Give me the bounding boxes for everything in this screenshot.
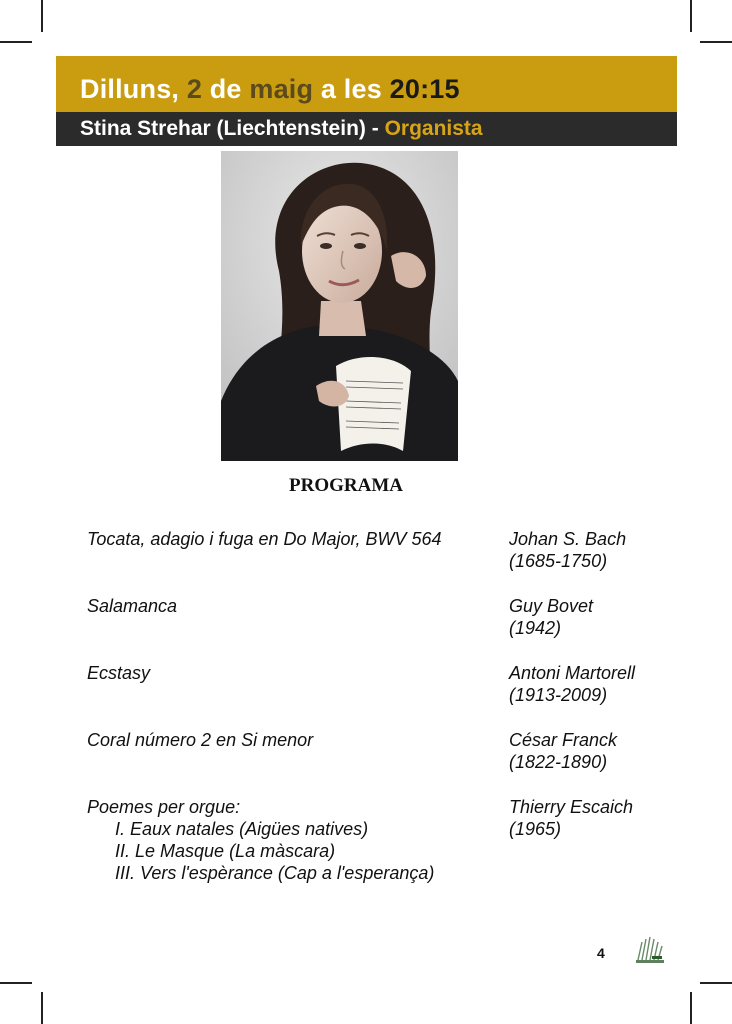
work-block [87,595,497,617]
crop-mark [690,0,692,32]
work-title: Tocata, adagio i fuga en Do Major, BWV 564 [87,529,442,549]
performer-line [80,117,483,141]
composer-name: Guy Bovet [509,596,594,616]
performer-photo [221,151,458,461]
work-title: Poemes per orgue: [87,797,241,817]
work-block [87,662,497,684]
composer-dates: (1965) [509,819,562,839]
work-title: Ecstasy [87,663,151,683]
crop-mark [690,992,692,1024]
date-line [80,74,460,105]
crop-mark [41,992,43,1024]
composer-block [509,796,699,840]
work-movement: I. Eaux natales (Aigües natives) [115,819,369,839]
program-item [87,729,687,796]
composer-dates: (1822-1890) [509,752,608,772]
composer-block [509,729,699,773]
month-label: maig [249,74,314,104]
work-title: Coral número 2 en Si menor [87,730,314,750]
date-de: de [209,74,242,104]
organ-logo-icon [632,934,666,966]
composer-name: Thierry Escaich [509,797,634,817]
program-item [87,528,687,595]
day-label: Dilluns, [80,74,180,104]
composer-dates: (1685-1750) [509,551,608,571]
crop-mark [41,0,43,32]
composer-block [509,662,699,706]
time-label: 20:15 [389,74,460,104]
composer-name: Antoni Martorell [509,663,636,683]
crop-mark [700,41,732,43]
program-item [87,662,687,729]
work-movement: II. Le Masque (La màscara) [115,841,336,861]
composer-dates: (1913-2009) [509,685,608,705]
performer-role: Organista [384,117,483,140]
composer-name: Johan S. Bach [509,529,627,549]
composer-name: César Franck [509,730,618,750]
crop-mark [0,982,32,984]
crop-mark [0,41,32,43]
program-item [87,595,687,662]
work-title: Salamanca [87,596,178,616]
program-item [87,796,687,883]
composer-block [509,528,699,572]
work-block [87,528,497,550]
crop-mark [700,982,732,984]
work-block [87,796,497,884]
date-number: 2 [186,74,203,104]
performer-name: Stina Strehar (Liechtenstein) - [80,117,379,140]
performer-header [56,112,677,146]
programa-title: PROGRAMA [289,475,403,496]
composer-dates: (1942) [509,618,562,638]
date-header [56,56,677,112]
composer-block [509,595,699,639]
work-block [87,729,497,751]
a-les-label: a les [320,74,382,104]
page-number: 4 [597,945,605,961]
work-movement: III. Vers l'espèrance (Cap a l'esperança) [115,863,435,883]
program-list [87,528,687,883]
